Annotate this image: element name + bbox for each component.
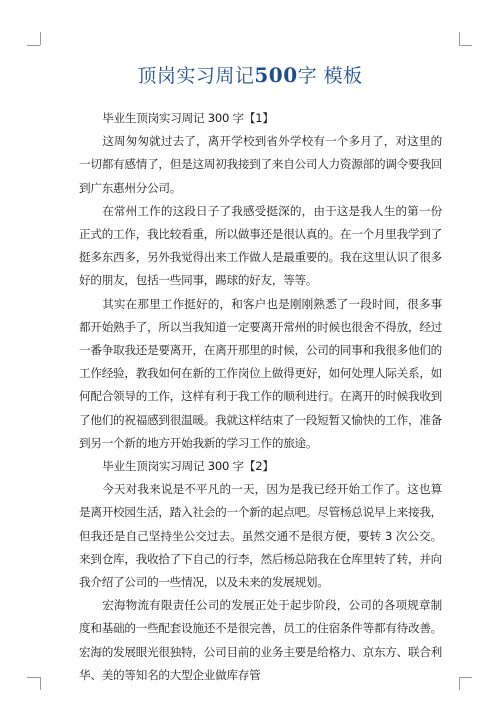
document-title — [0, 64, 500, 87]
title-prefix: 顶岗实习周记 — [137, 65, 255, 87]
paragraph: 在常州工作的这段日子了我感受挺深的，由于这是我人生的第一份正式的工作，我比较看重，所以做事还是很认真的。在一个月里我学到了挺多东西多，另外我觉得出来工作做人是最重要的。我在这里认识了很多好的朋友，包括一些同事，踢球的好友，等等。 — [79, 203, 443, 288]
crop-mark-top-right-v — [459, 32, 460, 45]
paragraph: 宏海物流有限责任公司的发展正处于起步阶段，公司的各项规章制度和基础的一些配套设施还不是很完善，员工的住宿条件等都有待改善。宏海的发展眼光很独特，公司目前的业务主要是给格力、京东方、联合利华、美的等知名的大型企业做库存管 — [79, 598, 443, 682]
title-suffix: 字 模板 — [297, 65, 363, 87]
section-heading: 毕业生顶岗实习周记 300 字【2】 — [102, 459, 274, 474]
paragraph: 这周匆匆就过去了，离开学校到省外学校有一个多月了，对这里的一切都有感情了，但是这周初我接到了来自公司人力资源部的调令要我回到广东惠州分公司。 — [79, 134, 443, 195]
crop-mark-top-right-h — [459, 45, 472, 46]
crop-mark-bottom-left-v — [40, 677, 41, 690]
title-number: 500 — [254, 63, 298, 87]
crop-mark-bottom-left-h — [27, 677, 40, 678]
paragraph: 今天对我来说是不平凡的一天，因为是我已经开始工作了。这也算是离开校园生活，踏入社会的一个新的起点吧。尽管杨总说早上来接我，但我还是自己坚持坐公交过去。虽然交通不是很方便，要转 3 次公交。来到仓库，我收拾了下自己的行李，然后杨总陪我在仓库里转了转，并向我介绍了公司的一些情况，以及未来的发展规划。 — [79, 482, 443, 590]
crop-mark-top-left-h — [27, 45, 40, 46]
section-heading: 毕业生顶岗实习周记 300 字【1】 — [102, 111, 274, 125]
paragraph: 其实在那里工作挺好的，和客户也是刚刚熟悉了一段时间，很多事都开始熟手了，所以当我知道一定要离开常州的时候也很舍不得放，经过一番争取我还是要离开，在离开那里的时候，公司的同事和我很多他们的工作经验，教我如何在新的工作岗位上做得更好，如何处理人际关系，如何配合领导的工作，这样有利于我工作的顺利进行。在离开的时候我收到了他们的祝福感到很温暖。我就这样结束了一段短暂又愉快的工作，准备到另一个新的地方开始我新的学习工作的旅途。 — [79, 296, 443, 450]
crop-mark-top-left-v — [40, 32, 41, 45]
crop-mark-bottom-right-v — [459, 677, 460, 690]
crop-mark-bottom-right-h — [459, 677, 472, 678]
document-body — [79, 107, 442, 687]
